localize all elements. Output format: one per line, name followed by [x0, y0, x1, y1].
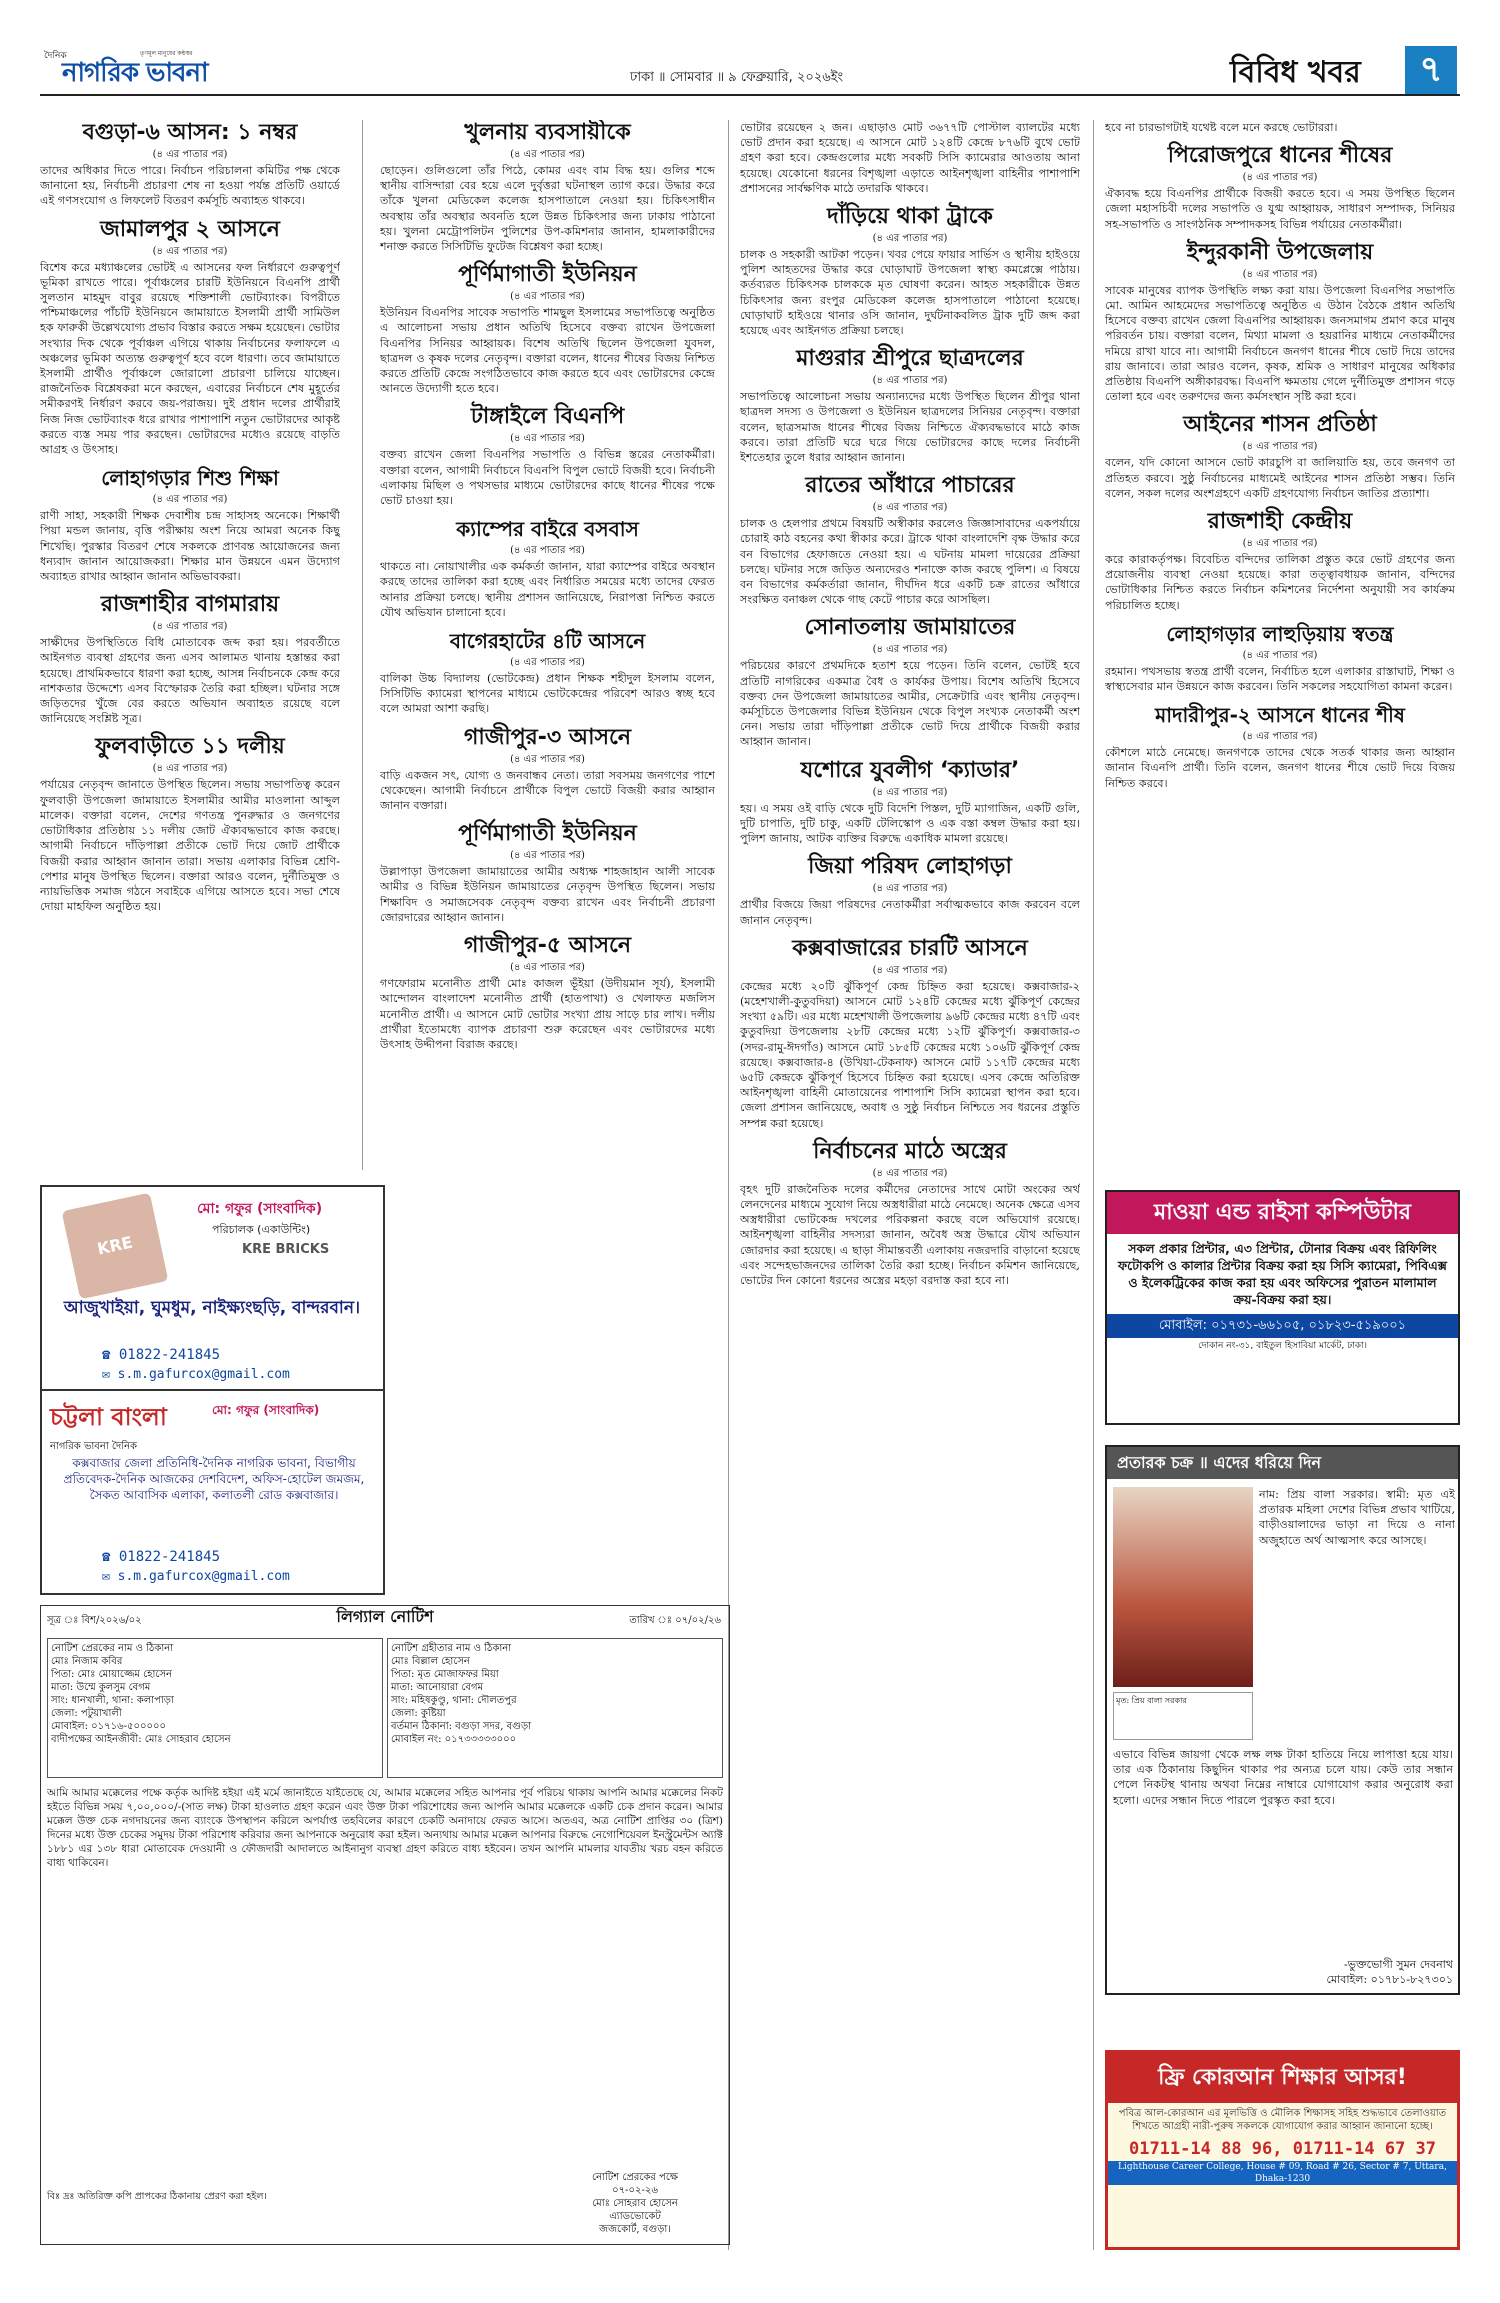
article-body: রহমান। পথসভায় স্বতন্ত্র প্রার্থী বলেন, নির্বাচিত হলে এলাকার রাস্তাঘাট, শিক্ষা ও স্বাস্থ্যসেবার মান উন্নয়নে কাজ করবেন। তিনি সকলের সহযোগিতা কামনা করেন।	[1105, 664, 1455, 694]
article-headline[interactable]: ক্যাম্পের বাইরে বসবাস	[456, 517, 639, 542]
article-body: প্রার্থীর বিজয়ে জিয়া পরিষদের নেতাকর্মীরা সর্বাত্মকভাবে কাজ করবেন বলে জানান নেতৃবৃন্দ।	[740, 898, 1080, 927]
article-headline[interactable]: বাগেরহাটের ৪টি আসনে	[449, 629, 646, 654]
ad-phone[interactable]: মোবাইল: ০১৭৩১-৬৬১০৫, ০১৮২৩-৫১৯০০১	[1107, 1314, 1458, 1338]
article-body: হয়। এ সময় ওই বাড়ি থেকে দুটি বিদেশি পিস্তল, দুটি ম্যাগাজিন, একটি গুলি, দুটি চাপাতি, দুটি চাকু, একটি টেলিস্কোপ ও এক বস্তা কম্বল উদ্ধার করা হয়। পুলিশ জানায়, আটক ব্যক্তির বিরুদ্ধে একাধিক মামলা রয়েছে।	[740, 801, 1080, 846]
notice-parties	[47, 1638, 723, 1778]
article-body: বক্তব্য রাখেন জেলা বিএনপির সভাপতি ও বিভিন্ন স্তরের নেতাকর্মীরা। বক্তারা বলেন, আগামী নির্বাচনে বিএনপি বিপুল ভোটে বিজয়ী হবে। নির্বাচনী এলাকায় মিছিল ও পথসভার মাধ্যমে ভোটারদের কাছে ধানের শীষের পক্ষে ভোট চাওয়া হয়।	[380, 448, 715, 508]
article-body: চালক ও সহকারী আটকা পড়েন। খবর পেয়ে ফায়ার সার্ভিস ও স্থানীয় হাইওয়ে পুলিশ আহতদের উদ্ধার করে ঘোড়াঘাট উপজেলা স্বাস্থ্য কমপ্লেক্সে পাঠায়। কর্তব্যরত চিকিৎসক চালককে মৃত ঘোষণা করেন। আহত সহকারীকে উন্নত চিকিৎসার জন্য রংপুর মেডিকেল কলেজ হাসপাতালে পাঠানো হয়েছে। ঘোড়াঘাট হাইওয়ে থানার ওসি জানান, দুর্ঘটনাকবলিত ট্রাক দুটি জব্দ করা হয়েছে এবং আইনগত প্রক্রিয়া চলছে।	[740, 248, 1080, 338]
continuation-note: (৪ এর পাতার পর)	[510, 291, 585, 303]
article-headline[interactable]: মাগুরার শ্রীপুরে ছাত্রদলের	[796, 346, 1024, 372]
article-headline[interactable]: কক্সবাজারের চারটি আসনে	[792, 935, 1028, 961]
newspaper-logo[interactable]	[40, 46, 240, 90]
continuation-note: (৪ এর পাতার পর)	[510, 850, 585, 862]
logo-prefix: দৈনিক	[44, 51, 67, 61]
continuation-note: (৪ এর পাতার পর)	[510, 657, 585, 669]
column-3	[740, 120, 1080, 1960]
ad-location: আজুখাইয়া, ঘুমধুম, নাইক্ষ্যংছড়ি, বান্দরবান।	[63, 1298, 361, 1318]
phone-text: 01822-241845	[118, 1347, 221, 1363]
notice-footnote: বিঃ দ্রঃ অতিরিক্ত কপি প্রাপকের ঠিকানায় প্রেরণ করা হইল।	[47, 2191, 267, 2202]
phone-icon: ☎	[102, 1347, 119, 1363]
continuation-note: (৪ এর পাতার পর)	[872, 375, 948, 387]
article-headline[interactable]: পূর্ণিমাগাতী ইউনিয়ন	[458, 821, 637, 847]
notice-sender: নোটিশ প্রেরকের নাম ও ঠিকানা মোঃ নিজাম কবির পিতা: মোঃ মোয়াজ্জেম হোসেন মাতা: উম্মে কুলসুম বেগম সাং: ধানখালী, থানা: কলাপাড়া জেলা: পটুয়াখালী মোবাইল: ০১৭১৬-৫০০০০০ বাদীপক্ষের আইনজীবী: মোঃ সোহরাব হোসেন	[47, 1638, 383, 1778]
continuation-note: (৪ এর পাতার পর)	[872, 964, 948, 976]
article-body: বৃহৎ দুটি রাজনৈতিক দলের কর্মীদের নেতাদের সাথে মোটা অংকের অর্থ লেনদেনের মাধ্যমে সুযোগ নিয়ে অস্ত্রধারীরা মাঠে নেমেছে। অনেক ক্ষেত্রে এসব অস্ত্রধারীরা ভোটকেন্দ্র দখলের পরিকল্পনা করছে বলে অভিযোগ রয়েছে। আইনশৃঙ্খলা বাহিনীর সদস্যরা জানান, অবৈধ অস্ত্র উদ্ধারে যৌথ অভিযান জোরদার করা হয়েছে। এ ছাড়া সীমান্তবর্তী এলাকায় নজরদারি বাড়ানো হয়েছে এবং সন্দেহভাজনদের তালিকা তৈরি করা হচ্ছে। নির্বাচন কমিশন জানিয়েছে, ভোটের দিন কোনো ধরনের অস্ত্রের মহড়া বরদাস্ত করা হবে না।	[740, 1182, 1080, 1287]
ad-body: নাম: প্রিয় বালা সরকার। স্বামী: মৃত এই প্রতারক মহিলা দেশের বিভিন্ন প্রভাব খাটিয়ে, বাড়ীওয়ালাদের ভাড়া না দিয়ে ও নানা অজুহাতে অর্থ আত্মসাৎ করে আসছে।	[1259, 1488, 1455, 1547]
article-body: ঐক্যবদ্ধ হয়ে বিএনপির প্রার্থীকে বিজয়ী করতে হবে। এ সময় উপস্থিত ছিলেন জেলা মহাসচিবী দলের সভাপতি ও যুগ্ম আহ্বায়ক, সাধারণ সম্পাদক, সিনিয়র সহ-সভাপতি ও সাংগঠনিক সম্পাদকসহ বিভিন্ন পর্যায়ের নেতাকর্মীরা।	[1105, 187, 1455, 231]
article-body: উল্লাপাড়া উপজেলা জামায়াতের আমীর অধ্যক্ষ শাহজাহান আলী সাবেক আমীর ও বিভিন্ন ইউনিয়ন জামায়াতের নেতৃবৃন্দ উপস্থিত ছিলেন। সভায় শিক্ষাবিদ ও সমাজসেবক নেতৃবৃন্দ বক্তব্য রাখেন এবং নির্বাচনী প্রচারণা জোরদারের আহ্বান জানান।	[380, 865, 715, 924]
phone-icon: ☎	[102, 1549, 119, 1565]
article-body: ইউনিয়ন বিএনপির সাবেক সভাপতি শামছুল ইসলামের সভাপতিত্বে অনুষ্ঠিত এ আলোচনা সভায় প্রধান অতিথি হিসেবে বক্তব্য রাখেন উপজেলা বিএনপির সিনিয়র আহ্বায়ক। বিশেষ অতিথি ছিলেন উপজেলা যুবদল, ছাত্রদল ও কৃষক দলের নেতৃবৃন্দ। বক্তারা বলেন, ধানের শীষের বিজয় নিশ্চিত করতে প্রতিটি কেন্দ্রে সংগঠিতভাবে কাজ করতে হবে এবং ভোটারদের কেন্দ্রে আনতে উদ্যোগী হতে হবে।	[380, 306, 715, 396]
ad-body: এভাবে বিভিন্ন জায়গা থেকে লক্ষ লক্ষ টাকা হাতিয়ে নিয়ে লাপাত্তা হয়ে যায়। তার এক ঠিকানায় কিছুদিন থাকার পর অন্যত্র চলে যায়। কেউ তার সন্ধান পেলে নিকটস্থ থানায় অথবা নিম্নের নাম্বারে যোগাযোগ করার অনুরোধ করা হলো। এদের সন্ধান দিতে পারলে পুরস্কৃত করা হবে।	[1113, 1748, 1453, 1807]
email-text: s.m.gafurcox@gmail.com	[117, 1569, 290, 1584]
article-headline[interactable]: রাজশাহী কেন্দ্রীয়	[1207, 509, 1353, 535]
article-body: সভাপতিত্বে আলোচনা সভায় অন্যান্যদের মধ্যে উপস্থিত ছিলেন শ্রীপুর থানা ছাত্রদল সদস্য ও উপজেলা ও ইউনিয়ন ছাত্রদলের সিনিয়র নেতৃবৃন্দ। বক্তারা বলেন, ছাত্রসমাজ ধানের শীষের বিজয় নিশ্চিতে ঐক্যবদ্ধভাবে মাঠে কাজ করবে। তারা প্রতিটি ঘরে ঘরে গিয়ে ভোটারদের কাছে দলের নির্বাচনী ইশতেহার তুলে ধরার আহ্বান জানান।	[740, 390, 1080, 465]
logo-wordmark: নাগরিক ভাবনা	[62, 58, 208, 88]
ad-body: সকল প্রকার প্রিন্টার, এ৩ প্রিন্টার, টোনার বিক্রয় এবং রিফিলিং ফটোকপি ও কালার প্রিন্টার বিক্রয় করা হয় সিসি ক্যামেরা, পিবিএক্স ও ইলেকট্রিকের কাজ করা হয় এবং অফিসের পুরাতন মালামাল ক্রয়-বিক্রয় করা হয়।	[1118, 1241, 1447, 1307]
ad-subtitle: নাগরিক ভাবনা দৈনিক	[50, 1441, 138, 1452]
ad-body: পবিত্র আল-কোরআন এর মূলভিত্তি ও মৌলিক শিক্ষাসহ সহিহ শুদ্ধভাবে তেলাওয়াত শিখতে আগ্রহী নারী-পুরুষ সকলকে যোগাযোগ করার আহ্বান জানানো হচ্ছে।	[1118, 2108, 1447, 2132]
continuation-note: (৪ এর পাতার পর)	[152, 245, 228, 257]
photo-caption: মৃত: প্রিয় বালা সরকার	[1113, 1692, 1253, 1740]
article-headline[interactable]: ইন্দুরকানী উপজেলায়	[1186, 239, 1374, 265]
continuation-note: (৪ এর পাতার পর)	[510, 149, 585, 160]
mail-icon: ✉	[102, 1367, 118, 1382]
continuation-note: (৪ এর পাতার পর)	[510, 962, 585, 974]
computer-shop-advertisement[interactable]	[1105, 1190, 1460, 1425]
column-divider	[1093, 120, 1094, 2250]
article-headline[interactable]: আইনের শাসন প্রতিষ্ঠা	[1183, 412, 1377, 438]
continuation-note: (৪ এর পাতার পর)	[152, 494, 228, 506]
article-body: কেন্দ্রের মধ্যে ২০টি ঝুঁকিপূর্ণ কেন্দ্র চিহ্নিত করা হয়েছে। কক্সবাজার-২ (মহেশখালী-কুতুবদিয়া) আসনে মোট ১২৪টি কেন্দ্রের মধ্যে ঝুঁকিপূর্ণ কেন্দ্রের সংখ্যা ৫৯টি। এর মধ্যে মহেশখালী উপজেলায় ৯৬টি কেন্দ্রের মধ্যে ৪৭টি এবং কুতুবদিয়া উপজেলায় ২৮টি কেন্দ্রের মধ্যে ১২টি ঝুঁকিপূর্ণ। কক্সবাজার-৩ (সদর-রামু-ঈদগাঁও) আসনে মোট ১৮৫টি কেন্দ্রের মধ্যে ১০৬টি ঝুঁকিপূর্ণ কেন্দ্র রয়েছে। কক্সবাজার-৪ (উখিয়া-টেকনাফ) আসনে মোট ১১৭টি কেন্দ্রের মধ্যে ৬৫টি কেন্দ্রকে ঝুঁকিপূর্ণ হিসেবে চিহ্নিত করা হয়েছে। এসব কেন্দ্রে অতিরিক্ত আইনশৃঙ্খলা বাহিনী মোতায়েনের পাশাপাশি সিসি ক্যামেরা স্থাপন করা হবে। জেলা প্রশাসন জানিয়েছে, অবাধ ও সুষ্ঠু নির্বাচন নিশ্চিতে সব ধরনের প্রস্তুতি সম্পন্ন করা হয়েছে।	[740, 979, 1080, 1130]
article-body: গণফোরাম মনোনীত প্রার্থী মোঃ কাজল ভূঁইয়া (উদীয়মান সূর্য), ইসলামী আন্দোলন বাংলাদেশ মনোনীত প্রার্থী (হাতপাখা) ও খেলাফত মজলিস মনোনীত প্রার্থী। এ আসনে মোট ভোটার সংখ্যা প্রায় সাড়ে চার লাখ। দলীয় প্রার্থীরা ইতোমধ্যে ব্যাপক প্রচারণা শুরু করেছেন এবং ভোটারদের মধ্যে উৎসাহ উদ্দীপনা বিরাজ করছে।	[380, 977, 715, 1051]
ad-email[interactable]	[102, 1367, 290, 1382]
ad-brand: KRE BRICKS	[242, 1242, 330, 1257]
article-body: বিশেষ করে মধ্যাঞ্চলের ভোটই এ আসনের ফল নির্ধারণে গুরুত্বপূর্ণ ভূমিকা রাখতে পারে। পূর্বাঞ্চলের চারটি ইউনিয়নে বিএনপি প্রার্থী সুলতান মাহমুদ বাবুর রয়েছে শক্তিশালী ভোটব্যাংক। বিপরীতে পশ্চিমাঞ্চলের পাঁচটি ইউনিয়নে জামায়াতে ইসলামী প্রার্থী সামিউল হক ফারুকী উল্লেখযোগ্য প্রভাব বিস্তার করতে সক্ষম হয়েছেন। ভোটার সংখ্যার দিক থেকে পূর্বাঞ্চল এগিয়ে থাকায় নির্বাচনের ফলাফলে এ অঞ্চলের ভূমিকা অত্যন্ত গুরুত্বপূর্ণ হবে বলে ধারণা। তবে জামায়াতে ইসলামী প্রার্থীও পূর্বাঞ্চলে জোরালো প্রচারণা চালিয়ে যাচ্ছেন। রাজনৈতিক বিশ্লেষকরা মনে করছেন, এবারের নির্বাচনে শেষ মুহূর্তের সমীকরণই নির্ধারণ করবে জয়-পরাজয়। দুই প্রধান দলের প্রার্থীরাই নিজ নিজ ভোটব্যাংক ধরে রাখার পাশাপাশি নতুন ভোটারদের আকৃষ্ট করতে ব্যস্ত সময় পার করছেন। ভোটারদের মধ্যেও রয়েছে বাড়তি আগ্রহ ও উৎসাহ।	[40, 260, 340, 457]
continuation-note: (৪ এর পাতার পর)	[1242, 268, 1318, 280]
continuation-note: (৪ এর পাতার পর)	[510, 433, 585, 445]
ad-title: ফ্রি কোরআন শিক্ষার আসর!	[1108, 2053, 1457, 2103]
continuation-note: (৪ এর পাতার পর)	[510, 545, 585, 557]
notice-title: লিগ্যাল নোটিশ	[336, 1607, 434, 1626]
article-headline[interactable]: বগুড়া-৬ আসন: ১ নম্বর	[82, 120, 298, 145]
continuation-note: (৪ এর পাতার পর)	[872, 233, 948, 245]
page-number: ৭	[1405, 46, 1457, 94]
article-headline[interactable]: নির্বাচনের মাঠে অস্ত্রের	[813, 1138, 1007, 1164]
article-headline[interactable]: যশোরে যুবলীগ ‘ক্যাডার’	[800, 757, 1020, 783]
article-body: করে কারাকর্তৃপক্ষ। বিবেচিত বন্দিদের তালিকা প্রস্তুত করে ভোট গ্রহণের জন্য প্রয়োজনীয় ব্যবস্থা নেওয়া হয়েছে। কারা তত্ত্বাবধায়ক জানান, বন্দিদের ভোটাধিকার নিশ্চিত করতে নির্বাচন কমিশনের নির্দেশনা অনুযায়ী সব কার্যক্রম পরিচালিত হচ্ছে।	[1105, 553, 1455, 612]
masthead	[40, 46, 1460, 96]
notice-date: তারিখ ঃ ০৭/০২/২৬	[629, 1615, 721, 1626]
continuation-note: (৪ এর পাতার পর)	[1242, 731, 1318, 743]
article-body: বলেন, যদি কোনো আসনে ভোট কারচুপি বা জালিয়াতি হয়, তবে জনগণ তা প্রতিহত করবে। সুষ্ঠু নির্বাচনের মাধ্যমেই আইনের শাসন প্রতিষ্ঠা সম্ভব। তিনি বলেন, সকল দলের অংশগ্রহণে একটি গ্রহণযোগ্য নির্বাচন জাতির প্রত্যাশা।	[1105, 456, 1455, 500]
article-body: সাক্ষীদের উপস্থিতিতে বিধি মোতাবেক জব্দ করা হয়। পরবর্তীতে আইনগত ব্যবস্থা গ্রহণের জন্য এসব আলামত থানায় হস্তান্তর করা হয়েছে। প্রাথমিকভাবে ধারণা করা হচ্ছে, আসন্ন নির্বাচনকে কেন্দ্র করে নাশকতার উদ্দেশ্যে এসব বিস্ফোরক তৈরি করা হচ্ছিল। ঘটনার সঙ্গে জড়িতদের খুঁজে বের করতে অভিযান অব্যাহত রয়েছে বলে জানিয়েছে সংশ্লিষ্ট সূত্র।	[40, 636, 340, 726]
article-headline[interactable]: খুলনায় ব্যবসায়ীকে	[464, 120, 631, 145]
brick-image: KRE	[62, 1193, 169, 1300]
continuation-note: (৪ এর পাতার পর)	[152, 763, 228, 775]
article-headline[interactable]: গাজীপুর-৫ আসনে	[463, 933, 632, 959]
article-headline[interactable]: মাদারীপুর-২ আসনে ধানের শীষ	[1155, 703, 1405, 728]
notice-body: আমি আমার মক্কেলের পক্ষে কর্তৃক আদিষ্ট হইয়া এই মর্মে জানাইতে যাইতেছে যে, আমার মক্কেলের সহিত আপনার পূর্ব পরিচয় থাকায় আপনি আমার মক্কেলের নিকট হইতে বিভিন্ন সময় ৭,০০,০০০/-(সাত লক্ষ) টাকা হাওলাত গ্রহণ করেন এবং উক্ত টাকা পরিশোধের জন্য আপনি আমার মক্কেলকে একটি চেক প্রদান করেন। আমার মক্কেল উক্ত চেক নগদায়নের জন্য ব্যাংকে উপস্থাপন করিলে অপর্যাপ্ত তহবিলের কারণে চেকটি অনাদায়ে ফেরত আসে। অতএব, অত্র নোটিশ প্রাপ্তির ৩০ (ত্রিশ) দিনের মধ্যে উক্ত চেকের সমুদয় টাকা পরিশোধ করিবার জন্য আপনাকে অনুরোধ করা হইল। অন্যথায় আমার মক্কেল আপনার বিরুদ্ধে নেগোশিয়েবল ইনস্ট্রুমেন্টস অ্যাক্ট ১৮৮১ এর ১৩৮ ধারা মোতাবেক দেওয়ানী ও ফৌজদারী আদালতে আইনানুগ ব্যবস্থা গ্রহণ করিতে বাধ্য হইবেন। তখন আপনি মামলার যাবতীয় খরচ বহন করিতে বাধ্য থাকিবেন।	[47, 1787, 723, 1869]
article-body: রাণী সাহা, সহকারী শিক্ষক দেবাশীষ চন্দ্র সাহাসহ অনেকে। শিক্ষার্থী পিয়া মন্ডল জানায়, বৃত্তি পরীক্ষায় অংশ নিয়ে আমরা অনেক কিছু শিখেছি। পুরস্কার বিতরণ শেষে সকলকে প্রাণবন্ত আয়োজনের জন্য ধন্যবাদ জানান আয়োজকরা। শিক্ষার মান উন্নয়নে এমন উদ্যোগ অব্যাহত রাখার আহ্বান জানান অভিভাবকরা।	[40, 509, 340, 584]
ad-address: দোকান নং-৩১, বাইতুল হিসাবিয়া মার্কেট, ঢাকা।	[1198, 1341, 1367, 1351]
chottola-bangla-logo: চট্টলা বাংলা	[50, 1403, 167, 1431]
ad-phone[interactable]: 01711-14 88 96, 01711-14 67 37	[1128, 2139, 1437, 2159]
legal-notice	[40, 1605, 730, 2245]
ad-phone[interactable]	[102, 1549, 220, 1565]
advertiser-role: পরিচালক (একাউন্টিং)	[212, 1223, 311, 1236]
article-body: ভোটার রয়েছেন ২ জন। এছাড়াও মোট ৩৬৭৭টি পোস্টাল ব্যালটের মধ্যে ভোট প্রদান করা হয়েছে। এ আসনে মোট ১২৪টি কেন্দ্রে ৮৭৬টি বুথে ভোট গ্রহণ করা হবে। কেন্দ্রগুলোর মধ্যে সবকটি সিসি ক্যামেরার আওতায় আনা হয়েছে। যেকোনো ধরনের বিশৃঙ্খলা এড়াতে আইনশৃঙ্খলা বাহিনীর পাশাপাশি প্রশাসনের সার্বক্ষণিক মাঠে তদারকি থাকবে।	[740, 121, 1080, 195]
suspect-photo	[1113, 1487, 1253, 1687]
article-headline[interactable]: টাঙ্গাইলে বিএনপি	[470, 404, 625, 430]
continuation-note: (৪ এর পাতার পর)	[872, 786, 948, 798]
phone-text: 01822-241845	[118, 1549, 221, 1565]
ad-phone[interactable]	[102, 1347, 220, 1363]
article-headline[interactable]: ফুলবাড়ীতে ১১ দলীয়	[95, 734, 285, 760]
notice-reference: সূত্র ঃ বিশ/২০২৬/০২	[47, 1615, 142, 1626]
column-divider	[362, 120, 363, 1170]
continuation-note: (৪ এর পাতার পর)	[872, 502, 948, 514]
mail-icon: ✉	[102, 1569, 118, 1584]
section-title: বিবিধ খবর	[1230, 55, 1361, 90]
email-text: s.m.gafurcox@gmail.com	[117, 1367, 290, 1382]
continuation-note: (৪ এর পাতার পর)	[872, 883, 948, 895]
article-body: থাকতে না। নোয়াখালীর এক কর্মকর্তা জানান, যারা ক্যাম্পের বাইরে অবস্থান করছে তাদের তালিকা করা হচ্ছে এবং নির্ধারিত সময়ের মধ্যে তাদের ফেরত আনার প্রক্রিয়া চলছে। স্থানীয় প্রশাসন জানিয়েছে, নিরাপত্তা নিশ্চিত করতে যৌথ অভিযান চালানো হবে।	[380, 560, 715, 619]
column-1	[40, 120, 340, 1170]
ad-title: প্রতারক চক্র ॥ এদের ধরিয়ে দিন	[1107, 1447, 1458, 1479]
article-body: চালক ও হেলপার প্রথমে বিষয়টি অস্বীকার করলেও জিজ্ঞাসাবাদের একপর্যায়ে চোরাই কাঠ বহনের কথা স্বীকার করে। ট্রাকে থাকা বাংলাদেশি বৃক্ষ উদ্ধার করে বন বিভাগের হেফাজতে নেওয়া হয়। এ ঘটনায় মামলা দায়েরের প্রক্রিয়া চলছে। ঘটনার সঙ্গে জড়িত অন্যদেরও শনাক্তে কাজ করছে পুলিশ। এ বিষয়ে বন বিভাগের কর্মকর্তারা জানান, দীর্ঘদিন ধরে একটি চক্র রাতের আঁধারে সংরক্ষিত বনাঞ্চল থেকে গাছ কেটে পাচার করে আসছিল।	[740, 517, 1080, 607]
article-body: পরিচয়ের কারণে প্রথমদিকে হতাশ হয়ে পড়েন। তিনি বলেন, ভোটই হবে প্রতিটি নাগরিকের একমাত্র বৈধ ও কার্যকর উপায়। বিশেষ অতিথি হিসেবে বক্তব্য দেন উপজেলা জামায়াতের আমীর, সেক্রেটারি এবং স্থানীয় নেতৃবৃন্দ। কর্মসূচিতে উপজেলার বিভিন্ন ইউনিয়ন থেকে বিপুল সংখ্যক নেতাকর্মী অংশ নেন। সভায় তারা দাঁড়িপাল্লা প্রতীকে ভোট দিয়ে প্রার্থীকে বিজয়ী করার আহ্বান জানান।	[740, 659, 1080, 749]
continuation-note: (৪ এর পাতার পর)	[1242, 538, 1318, 550]
continuation-note: (৪ এর পাতার পর)	[1242, 172, 1318, 184]
ad-address: Lighthouse Career College, House # 09, Road # 26, Sector # 7, Uttara, Dhaka-1230	[1108, 2161, 1457, 2185]
kre-bricks-advertisement[interactable]	[40, 1185, 385, 1595]
article-headline[interactable]: রাতের আঁধারে পাচারের	[805, 473, 1015, 499]
continuation-note: (৪ এর পাতার পর)	[1242, 441, 1318, 453]
article-headline[interactable]: গাজীপুর-৩ আসনে	[463, 724, 632, 750]
continuation-note: (৪ এর পাতার পর)	[510, 753, 585, 765]
ad-contact: -ভুক্তভোগী সুমন দেবনাথ মোবাইল: ০১৭৮১-৮২৭৩০১	[1326, 1958, 1453, 1986]
article-headline[interactable]: লোহাগড়ার লাহুড়িয়ায় স্বতন্ত্র	[1166, 621, 1394, 646]
advertiser-name: মো: গফুর (সাংবাদিক)	[197, 1201, 323, 1217]
ad-body: কক্সবাজার জেলা প্রতিনিধি-দৈনিক নাগরিক ভাবনা, বিভাগীয় প্রতিবেদক-দৈনিক আজকের দেশবিদেশ, অফিস-হোটেল জমজম, সৈকত আবাসিক এলাকা, কলাতলী রোড কক্সবাজার।	[63, 1456, 365, 1502]
article-headline[interactable]: পিরোজপুরে ধানের শীষের	[1167, 143, 1393, 169]
article-headline[interactable]: রাজশাহীর বাগমারায়	[100, 592, 280, 618]
article-headline[interactable]: জিয়া পরিষদ লোহাগড়া	[808, 854, 1012, 880]
fraud-warning-notice	[1105, 1445, 1460, 1995]
article-headline[interactable]: জামালপুর ২ আসনে	[100, 216, 280, 242]
column-2	[380, 120, 715, 1170]
continuation-note: (৪ এর পাতার পর)	[152, 621, 228, 633]
continuation-note: (৪ এর পাতার পর)	[872, 644, 948, 656]
article-headline[interactable]: দাঁড়িয়ে থাকা ট্রাকে	[827, 204, 993, 230]
continuation-note: (৪ এর পাতার পর)	[872, 1167, 948, 1179]
article-body: কৌশলে মাঠে নেমেছে। জনগণকে তাদের থেকে সতর্ক থাকার জন্য আহ্বান জানান বিএনপি প্রার্থী। তিনি বলেন, জনগণ ধানের শীষে ভোট দিয়ে বিজয় নিশ্চিত করবে।	[1105, 746, 1455, 790]
article-body: তাদের অধিকার দিতে পারে। নির্বাচন পরিচালনা কমিটির পক্ষ থেকে জানানো হয়, নির্বাচনী প্রচারণা শেষ না হওয়া পর্যন্ত প্রতিটি ওয়ার্ডে এই গণসংযোগ ও লিফলেট বিতরণ কর্মসূচি অব্যাহত থাকবে।	[40, 164, 340, 208]
article-headline[interactable]: সোনাতলায় জামায়াতের	[804, 615, 1016, 641]
logo-tagline: তৃণমূল মানুষের কন্ঠস্বর	[140, 50, 193, 57]
continuation-note: (৪ এর পাতার পর)	[1242, 649, 1318, 661]
continuation-note: (৪ এর পাতার পর)	[152, 149, 228, 160]
quran-class-advertisement[interactable]	[1105, 2050, 1460, 2250]
column-4	[1105, 120, 1455, 1180]
article-body: বালিকা উচ্চ বিদ্যালয় (ভোটকেন্দ্র) প্রধান শিক্ষক শহীদুল ইসলাম বলেন, সিসিটিভি ক্যামেরা স্থাপনের মাধ্যমে ভোটকেন্দ্রের পরিবেশ আরও স্বচ্ছ হবে বলে আমরা আশা করছি।	[380, 672, 715, 716]
article-body: পর্যায়ের নেতৃবৃন্দ জানাতে উপস্থিত ছিলেন। সভায় সভাপতিত্ব করেন ফুলবাড়ী উপজেলা জামায়াতে ইসলামীর আমীর মাওলানা আব্দুল মালেক। বক্তারা বলেন, দেশের গণতন্ত্র পুনরুদ্ধার ও জনগণের ভোটাধিকার প্রতিষ্ঠায় ১১ দলীয় জোট ঐক্যবদ্ধভাবে কাজ করছে। আগামী নির্বাচনে দাঁড়িপাল্লা প্রতীকে ভোট দিয়ে জোট প্রার্থীকে বিজয়ী করার আহ্বান জানান তারা। সভায় এলাকার বিভিন্ন শ্রেণি-পেশার মানুষ উপস্থিত ছিলেন। বক্তারা আরও বলেন, দুর্নীতিমুক্ত ও ন্যায়ভিত্তিক সমাজ গঠনে সবাইকে এগিয়ে আসতে হবে। সভা শেষে দোয়া মাহফিল অনুষ্ঠিত হয়।	[40, 778, 340, 914]
article-body: হবে না চারভাগটাই যথেষ্ট বলে মনে করছে ভোটাররা।	[1105, 121, 1338, 134]
article-body: সাবেক মানুষের ব্যাপক উপস্থিতি লক্ষ্য করা যায়। উপজেলা বিএনপির সভাপতি মো. আমিন আহমেদের সভাপতিত্বে অনুষ্ঠিত এ উঠান বৈঠকে প্রধান অতিথি হিসেবে বক্তব্য রাখেন জেলা বিএনপির আহ্বায়ক। জনসমাগম প্রমাণ করে মানুষ পরিবর্তন চায়। বক্তারা বলেন, মিথ্যা মামলা ও হয়রানির মাধ্যমে নেতাকর্মীদের দমিয়ে রাখা যাবে না। আগামী নির্বাচনে জনগণ ধানের শীষে ভোট দিয়ে তাদের রায় জানাবে। তারা আরও বলেন, কৃষক, শ্রমিক ও সাধারণ মানুষের অধিকার প্রতিষ্ঠায় বিএনপি অঙ্গীকারবদ্ধ। বিএনপি ক্ষমতায় গেলে দুর্নীতিমুক্ত প্রশাসন গড়ে তোলা হবে এবং তরুণদের জন্য কর্মসংস্থান সৃষ্টি করা হবে।	[1105, 283, 1455, 404]
article-headline[interactable]: পূর্ণিমাগাতী ইউনিয়ন	[458, 262, 637, 288]
dateline: ঢাকা ॥ সোমবার ॥ ৯ ফেব্রুয়ারি, ২০২৬ইং	[630, 70, 844, 85]
article-headline[interactable]: লোহাগড়ার শিশু শিক্ষা	[101, 466, 279, 491]
article-body: বাড়ি একজন সৎ, যোগ্য ও জনবান্ধব নেতা। তারা সবসময় জনগণের পাশে থেকেছেন। আগামী নির্বাচনে প্রার্থীকে বিপুল ভোটে বিজয়ী করার আহ্বান জানান বক্তারা।	[380, 768, 715, 813]
notice-receiver: নোটিশ গ্রহীতার নাম ও ঠিকানা মোঃ বিল্লাল হোসেন পিতা: মৃত মোজাফফর মিয়া মাতা: আনোয়ারা বেগম সাং: মহিষকুণ্ডু, থানা: দৌলতপুর জেলা: কুষ্টিয়া বর্তমান ঠিকানা: বগুড়া সদর, বগুড়া মোবাইল নং: ০১৭৩৩৩৩৩০০০	[387, 1638, 723, 1778]
advertiser-name: মো: গফুর (সাংবাদিক)	[212, 1403, 320, 1417]
ad-email[interactable]	[102, 1569, 290, 1584]
ad-title: মাওয়া এন্ড রাইসা কম্পিউটার	[1107, 1192, 1458, 1234]
ad-divider	[42, 1389, 383, 1391]
article-body: ছোড়েন। গুলিগুলো তাঁর পিঠে, কোমর এবং বাম বিদ্ধ হয়। গুলির শব্দে স্থানীয় বাসিন্দারা বের হয়ে এলে দুর্বৃত্তরা ঘটনাস্থল ত্যাগ করে। উদ্ধার করে তাঁকে খুলনা মেডিকেল কলেজ হাসপাতালে নেওয়া হয়। চিকিৎসাধীন অবস্থায় তাঁর অবস্থার অবনতি হলে উন্নত চিকিৎসার জন্য ঢাকায় পাঠানো হয়। খুলনা মেট্রোপলিটন পুলিশের উপ-কমিশনার জানান, হামলাকারীদের শনাক্ত করতে সিসিটিভি ফুটেজ বিশ্লেষণ করা হচ্ছে।	[380, 164, 715, 254]
notice-signature: নোটিশ প্রেরকের পক্ষে ০৭-০২-২৬ মোঃ সোহরাব হোসেন এ্যাডভোকেট জজকোর্ট, বগুড়া।	[592, 2172, 678, 2235]
